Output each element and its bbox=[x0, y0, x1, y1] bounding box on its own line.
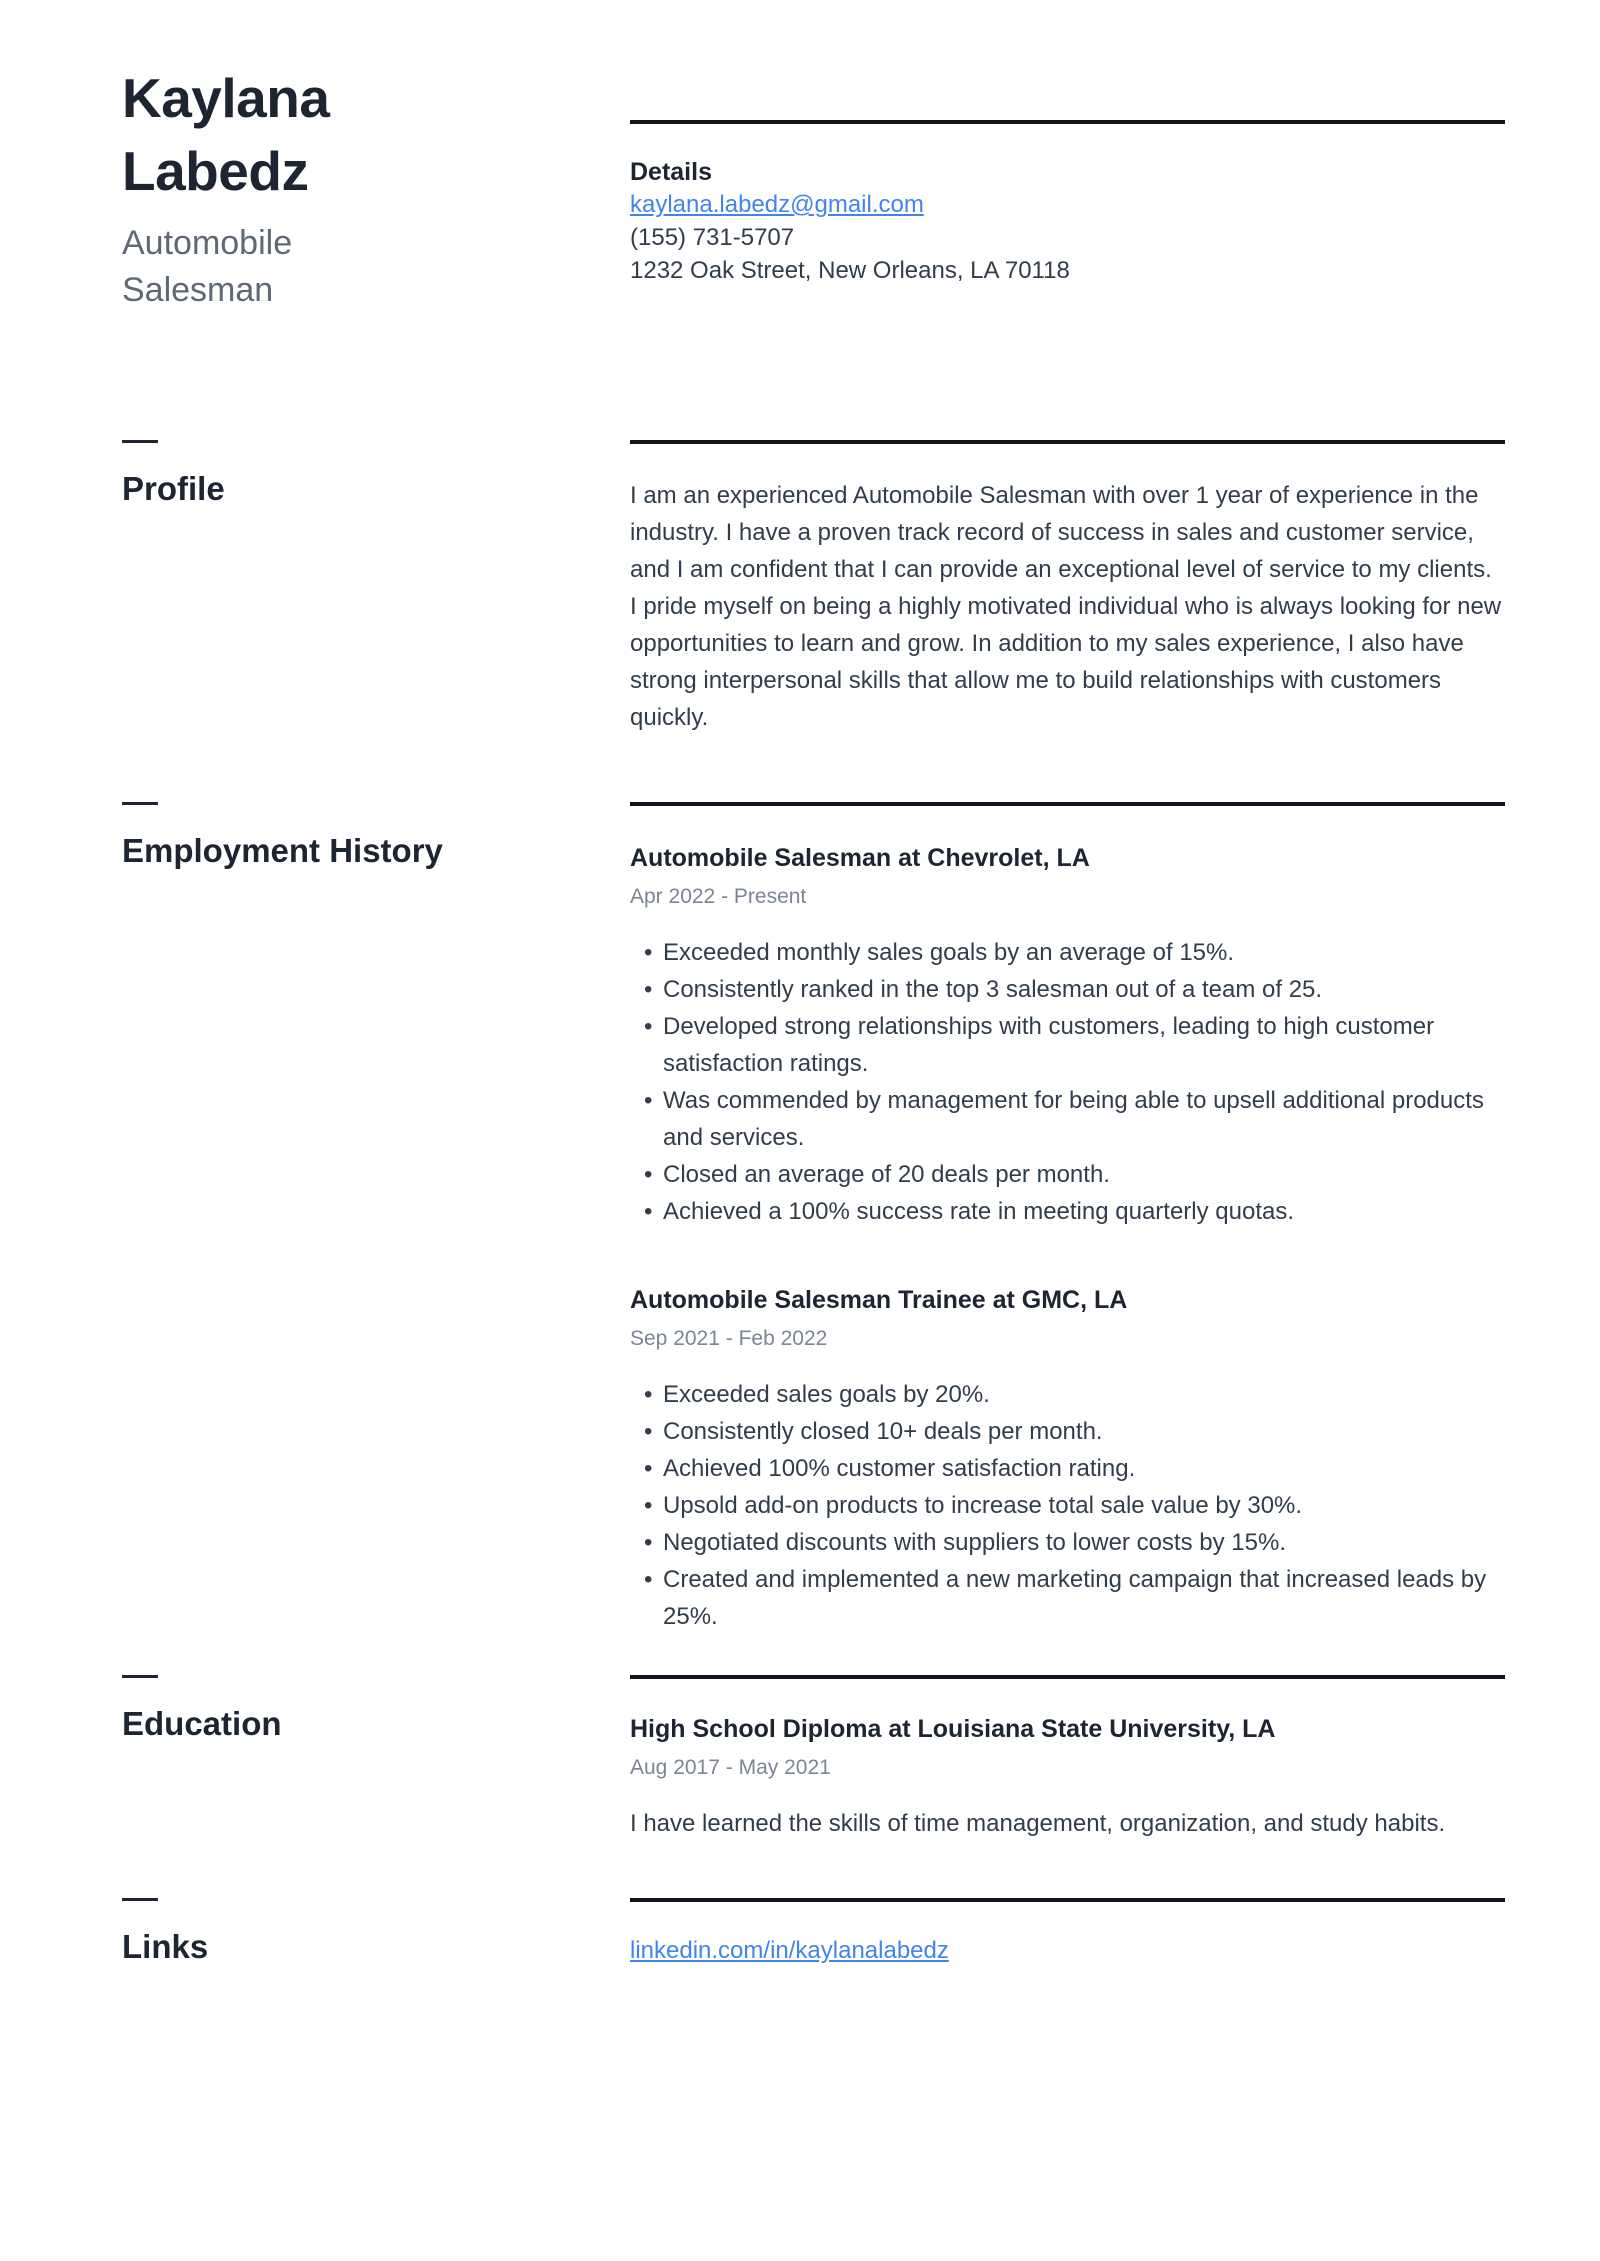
links-section bbox=[0, 1898, 1600, 1969]
bullet-item: • Exceeded monthly sales goals by an average of 15%. bbox=[630, 934, 1505, 971]
links-content bbox=[630, 1898, 1505, 1969]
links-heading-block bbox=[122, 1898, 630, 1969]
bullet-item: • Negotiated discounts with suppliers to lower costs by 15%. bbox=[630, 1524, 1505, 1561]
linkedin-line bbox=[630, 1934, 1505, 1967]
bullet-item: • Upsold add-on products to increase total sale value by 30%. bbox=[630, 1487, 1505, 1524]
job-title: Automobile Salesman at Chevrolet, LA bbox=[630, 844, 1090, 872]
section-divider bbox=[630, 1675, 1505, 1679]
name-block bbox=[122, 62, 630, 314]
education-section bbox=[0, 1675, 1600, 1842]
education-content bbox=[630, 1675, 1505, 1842]
section-dash bbox=[122, 802, 158, 805]
person-name: Kaylana Labedz bbox=[122, 67, 330, 202]
education-heading-block bbox=[122, 1675, 630, 1842]
bullet-item: • Consistently ranked in the top 3 salesman out of a team of 25. bbox=[630, 971, 1505, 1008]
job-title: Automobile Salesman Trainee at GMC, LA bbox=[630, 1286, 1128, 1314]
bullet-item: • Consistently closed 10+ deals per month. bbox=[630, 1413, 1505, 1450]
education-text: I have learned the skills of time management, organization, and study habits. bbox=[630, 1810, 1446, 1837]
section-dash bbox=[122, 1898, 158, 1901]
education-dates: Aug 2017 - May 2021 bbox=[630, 1756, 831, 1779]
profile-section bbox=[0, 440, 1600, 736]
bullet-item: • Developed strong relationships with customers, leading to high customer satisfaction ratings. bbox=[630, 1008, 1505, 1082]
details-heading: Details bbox=[630, 158, 712, 186]
person-title: Automobile Salesman bbox=[122, 224, 293, 309]
email-line bbox=[630, 188, 1505, 221]
education-heading: Education bbox=[122, 1705, 282, 1742]
bullet-item: • Achieved a 100% success rate in meeting quarterly quotas. bbox=[630, 1193, 1505, 1230]
email-link[interactable]: kaylana.labedz@gmail.com bbox=[630, 191, 924, 218]
section-divider bbox=[630, 802, 1505, 806]
details-block bbox=[630, 62, 1505, 314]
job-bullet-list bbox=[630, 934, 1505, 1230]
section-divider bbox=[630, 120, 1505, 124]
job-entry bbox=[630, 842, 1505, 1230]
profile-text: I am an experienced Automobile Salesman with over 1 year of experience in the industry. I have a proven track record of success in sales and customer service, and I am confident that I can provide an exceptional level of service to my clients. I pride myself on being a highly motivated individual who is always looking for new opportunities to learn and grow. In addition to my sales experience, I also have strong interpersonal skills that allow me to build relationships with customers quickly. bbox=[630, 482, 1502, 731]
bullet-item: • Closed an average of 20 deals per month. bbox=[630, 1156, 1505, 1193]
profile-content bbox=[630, 440, 1505, 736]
job-dates: Sep 2021 - Feb 2022 bbox=[630, 1327, 828, 1350]
bullet-item: • Created and implemented a new marketing campaign that increased leads by 25%. bbox=[630, 1561, 1505, 1635]
employment-section bbox=[0, 802, 1600, 1635]
job-dates: Apr 2022 - Present bbox=[630, 885, 807, 908]
section-dash bbox=[122, 440, 158, 443]
phone-line: (155) 731-5707 bbox=[630, 224, 795, 251]
education-degree: High School Diploma at Louisiana State University, LA bbox=[630, 1715, 1276, 1743]
header-section bbox=[0, 0, 1600, 314]
bullet-item: • Achieved 100% customer satisfaction rating. bbox=[630, 1450, 1505, 1487]
section-dash bbox=[122, 1675, 158, 1678]
linkedin-link[interactable]: linkedin.com/in/kaylanalabedz bbox=[630, 1937, 949, 1964]
profile-heading-block bbox=[122, 440, 630, 736]
employment-heading: Employment History bbox=[122, 832, 443, 869]
bullet-item: • Was commended by management for being able to upsell additional products and services. bbox=[630, 1082, 1505, 1156]
bullet-item: • Exceeded sales goals by 20%. bbox=[630, 1376, 1505, 1413]
employment-heading-block bbox=[122, 802, 630, 1635]
profile-heading: Profile bbox=[122, 470, 225, 507]
address-line: 1232 Oak Street, New Orleans, LA 70118 bbox=[630, 257, 1070, 284]
section-divider bbox=[630, 1898, 1505, 1902]
section-divider bbox=[630, 440, 1505, 444]
job-bullet-list bbox=[630, 1376, 1505, 1635]
job-entry bbox=[630, 1284, 1505, 1635]
employment-content bbox=[630, 802, 1505, 1635]
links-heading: Links bbox=[122, 1928, 209, 1965]
